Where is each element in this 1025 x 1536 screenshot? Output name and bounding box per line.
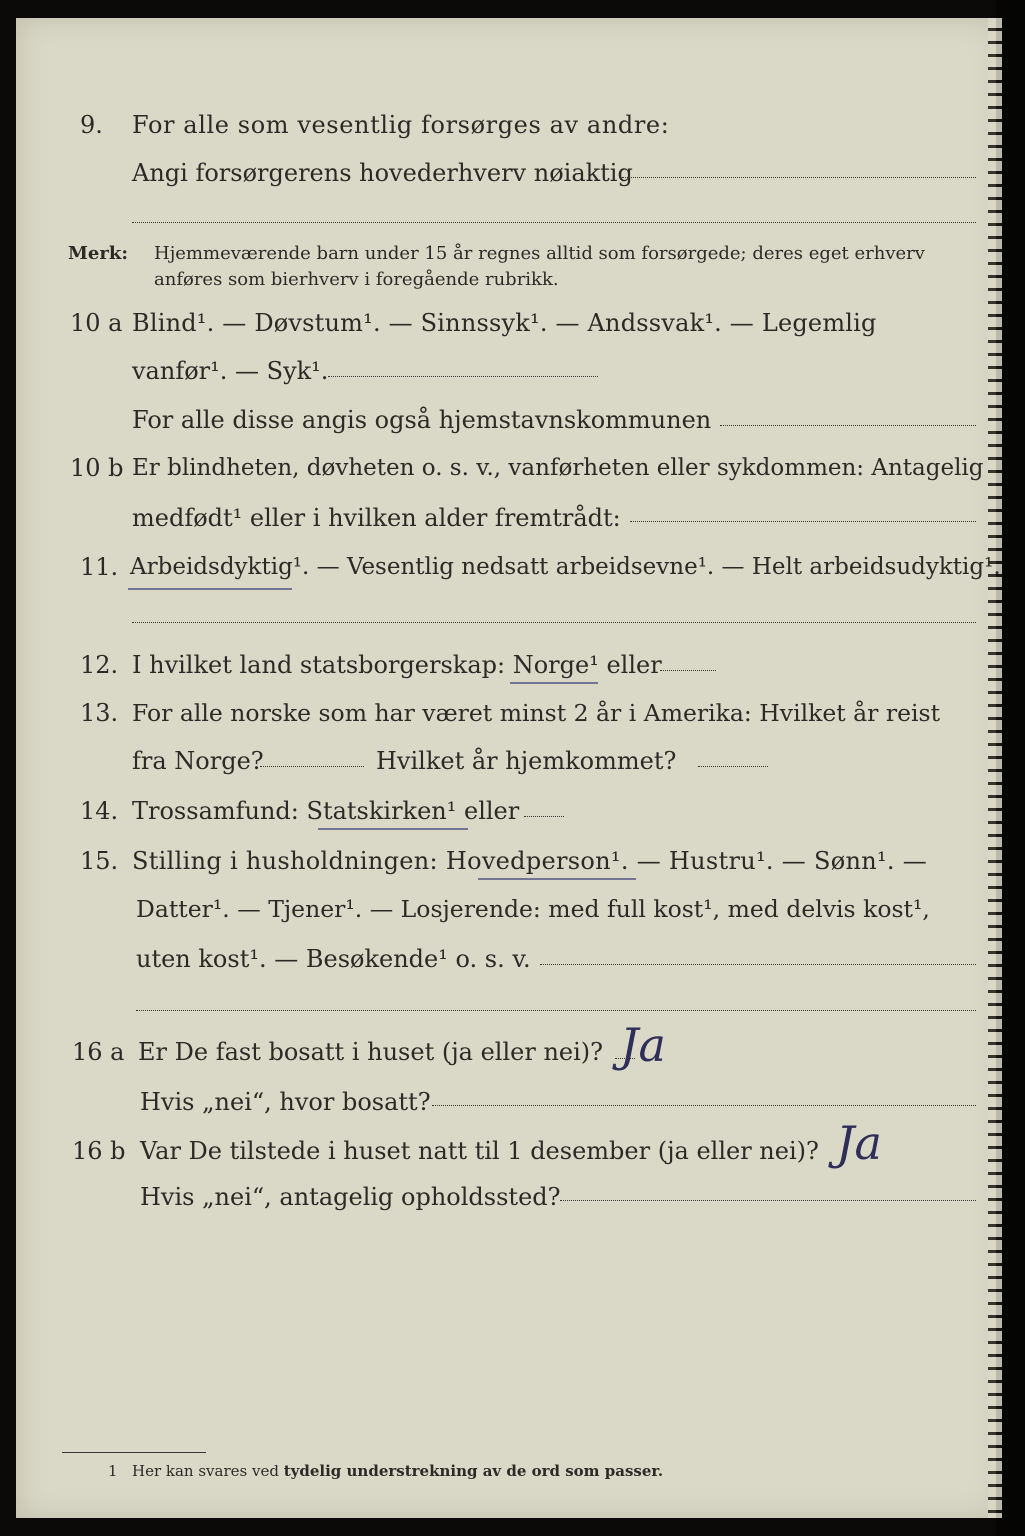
q16b-number: 16 b xyxy=(72,1137,126,1165)
q16a-line2: Hvis „nei“, hvor bosatt? xyxy=(140,1088,431,1116)
q9-line1: For alle som vesentlig forsørges av andre: xyxy=(132,111,670,139)
q14-underline-mark xyxy=(318,828,468,830)
q11-answer-line[interactable] xyxy=(132,622,976,623)
q14-number: 14. xyxy=(80,797,119,825)
q10a-answer-line[interactable] xyxy=(328,376,598,377)
q16a-line1: Er De fast bosatt i huset (ja eller nei)? xyxy=(138,1038,604,1066)
q15-line1: Stilling i husholdningen: Hovedperson¹. — Hustru¹. — Sønn¹. — xyxy=(132,847,928,875)
q13-hjemkommet-line[interactable] xyxy=(698,766,768,767)
q10a-line2: vanfør¹. — Syk¹. xyxy=(132,357,329,385)
q14-answer-line[interactable] xyxy=(524,816,564,817)
q11-number: 11. xyxy=(80,553,119,581)
q16b-line1: Var De tilstede i huset natt til 1 desember (ja eller nei)? xyxy=(140,1137,819,1165)
footnote-text-plain: Her kan svares ved xyxy=(132,1462,279,1480)
q16a-bosatt-line[interactable] xyxy=(432,1105,976,1106)
q10b-line2: medfødt¹ eller i hvilken alder fremtrådt: xyxy=(132,504,621,532)
q9-answer-line[interactable] xyxy=(622,177,976,178)
q15-line2: Datter¹. — Tjener¹. — Losjerende: med full kost¹, med delvis kost¹, xyxy=(136,895,930,923)
q15-answer-line[interactable] xyxy=(540,964,976,965)
q13-number: 13. xyxy=(80,699,119,727)
q12-number: 12. xyxy=(80,651,119,679)
q16a-number: 16 a xyxy=(72,1038,125,1066)
q14-line1: Trossamfund: Statskirken¹ eller xyxy=(132,797,520,825)
q9-answer-line-2[interactable] xyxy=(132,222,976,223)
q10b-number: 10 b xyxy=(70,454,124,482)
q13-line1: For alle norske som har været minst 2 år i Amerika: Hvilket år reist xyxy=(132,699,941,727)
perforated-edge xyxy=(988,18,1002,1518)
q13-line2a: fra Norge? xyxy=(132,747,264,775)
q16b-handwritten-answer: Ja xyxy=(836,1116,882,1170)
q15-line3: uten kost¹. — Besøkende¹ o. s. v. xyxy=(136,945,531,973)
footnote-text xyxy=(132,1459,663,1483)
q10a-number: 10 a xyxy=(70,309,123,337)
q16b-opholdssted-line[interactable] xyxy=(560,1200,976,1201)
footnote-mark: 1 xyxy=(108,1462,118,1480)
q15-underline-mark xyxy=(478,878,636,880)
q10b-answer-line[interactable] xyxy=(630,521,976,522)
q15-number: 15. xyxy=(80,847,119,875)
q10a-hjemstavn-line[interactable] xyxy=(720,425,976,426)
footnote-text-bold: tydelig understrekning av de ord som passer. xyxy=(283,1462,664,1480)
q15-answer-line-2[interactable] xyxy=(136,1010,976,1011)
q16b-line2: Hvis „nei“, antagelig opholdssted? xyxy=(140,1183,561,1211)
q10a-line1: Blind¹. — Døvstum¹. — Sinnssyk¹. — Andssvak¹. — Legemlig xyxy=(132,309,877,337)
q9-line2: Angi forsørgerens hovederhverv nøiaktig xyxy=(132,159,633,187)
q12-answer-line[interactable] xyxy=(660,670,716,671)
footnote-rule xyxy=(62,1452,206,1453)
q13-reist-line[interactable] xyxy=(260,766,364,767)
q11-line1: Arbeidsdyktig¹. — Vesentlig nedsatt arbeidsevne¹. — Helt arbeidsudyktig¹. xyxy=(130,554,1001,580)
q13-line2b: Hvilket år hjemkommet? xyxy=(376,747,677,775)
q16a-handwritten-answer: Ja xyxy=(620,1018,666,1072)
merk-label: Merk: xyxy=(68,243,128,264)
q9-number: 9. xyxy=(80,111,103,139)
merk-line2: anføres som bierhverv i foregående rubrikk. xyxy=(154,269,559,290)
q10b-line1: Er blindheten, døvheten o. s. v., vanførheten eller sykdommen: Antagelig xyxy=(132,455,984,481)
q11-underline-mark xyxy=(128,588,292,590)
q12-line1: I hvilket land statsborgerskap: Norge¹ eller xyxy=(132,651,662,679)
q12-underline-mark xyxy=(510,682,598,684)
merk-line1: Hjemmeværende barn under 15 år regnes alltid som forsørgede; deres eget erhverv xyxy=(154,243,925,264)
q10a-line3: For alle disse angis også hjemstavnskommunen xyxy=(132,406,712,434)
